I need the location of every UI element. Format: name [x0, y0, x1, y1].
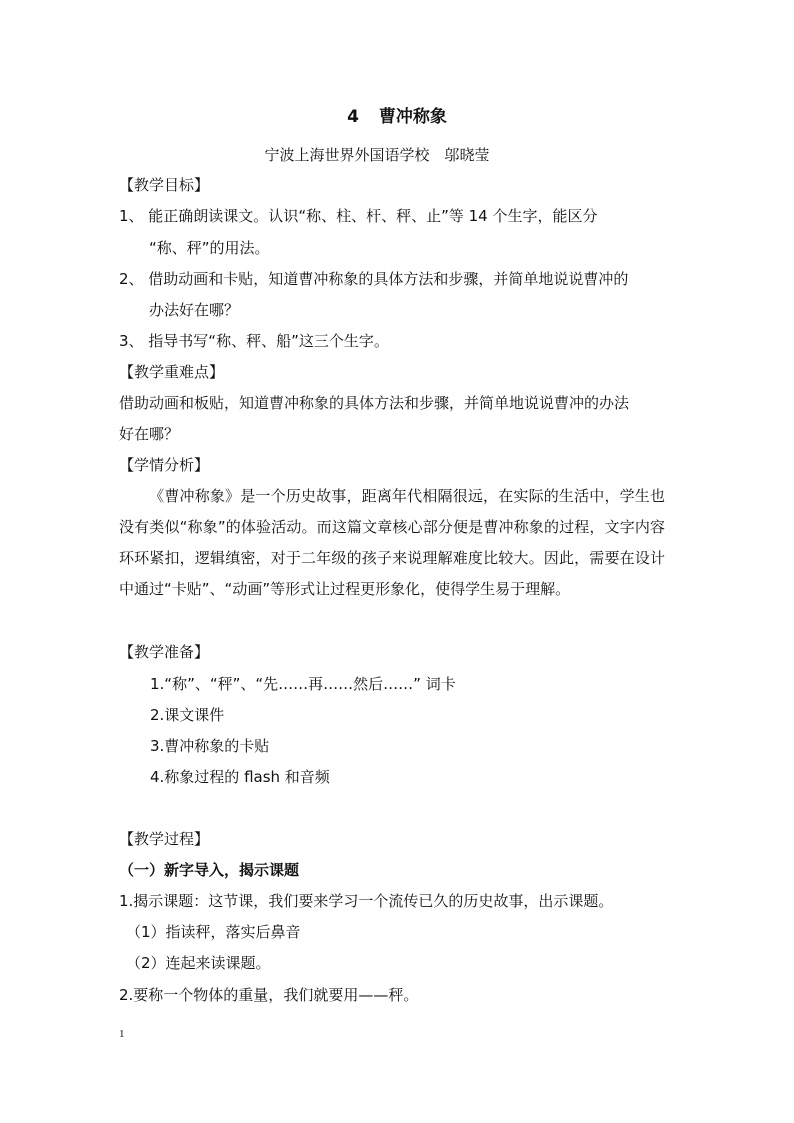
step-1-sub-2: （2）连起来读课题。: [126, 954, 271, 972]
prep-item-2: 2.课文课件: [150, 706, 225, 724]
prep-item-1: 1.“称”、“秤”、“先……再……然后……” 词卡: [150, 675, 456, 693]
lesson-title: 曹冲称象: [378, 107, 447, 127]
goal-1-line-2: “称、秤”的用法。: [149, 239, 270, 257]
section-header-process: 【教学过程】: [119, 830, 210, 848]
step-1-sub-1: （1）指读秤，落实后鼻音: [126, 923, 301, 941]
section-header-analysis: 【学情分析】: [119, 456, 210, 474]
page-title: [0, 106, 794, 128]
step-1-item-2: 2.要称一个物体的重量，我们就要用——秤。: [119, 986, 419, 1004]
goal-3: 3、 指导书写“称、秤、船”这三个生字。: [119, 332, 389, 350]
prep-item-4: 4.称象过程的 flash 和音频: [150, 768, 330, 786]
lesson-number: 4: [347, 107, 359, 127]
analysis-text: 《曹冲称象》是一个历史故事，距离年代相隔很远，在实际的生活中，学生也没有类似“称象”的体验活动。而这篇文章核心部分便是曹冲称象的过程，文字内容环环紧扣，逻辑缜密，对于二年级的孩子来说理解难度比较大。因此，需要在设计中通过“卡贴”、“动画”等形式让过程更形象化，使得学生易于理解。: [119, 487, 665, 598]
section-header-prep: 【教学准备】: [119, 643, 210, 661]
page-number: 1: [119, 1028, 125, 1040]
goal-1-line-1: 1、 能正确朗读课文。认识“称、柱、杆、秤、止”等 14 个生字，能区分: [119, 207, 598, 225]
author-line: 宁波上海世界外国语学校 邬晓莹: [264, 146, 490, 164]
key-line-2: 好在哪？: [119, 425, 180, 443]
step-1-item-1: 1.揭示课题：这节课，我们要来学习一个流传已久的历史故事，出示课题。: [119, 892, 614, 910]
section-header-goals: 【教学目标】: [119, 176, 210, 194]
goal-2-line-2: 办法好在哪？: [149, 301, 240, 319]
goal-2-line-1: 2、 借助动画和卡贴，知道曹冲称象的具体方法和步骤，并简单地说说曹冲的: [119, 270, 629, 288]
prep-item-3: 3.曹冲称象的卡贴: [150, 737, 270, 755]
analysis-paragraph: [119, 481, 665, 605]
section-header-key: 【教学重难点】: [119, 363, 225, 381]
key-line-1: 借助动画和板贴，知道曹冲称象的具体方法和步骤，并简单地说说曹冲的办法: [119, 394, 630, 412]
step-1-header: （一）新字导入，揭示课题: [119, 861, 300, 879]
